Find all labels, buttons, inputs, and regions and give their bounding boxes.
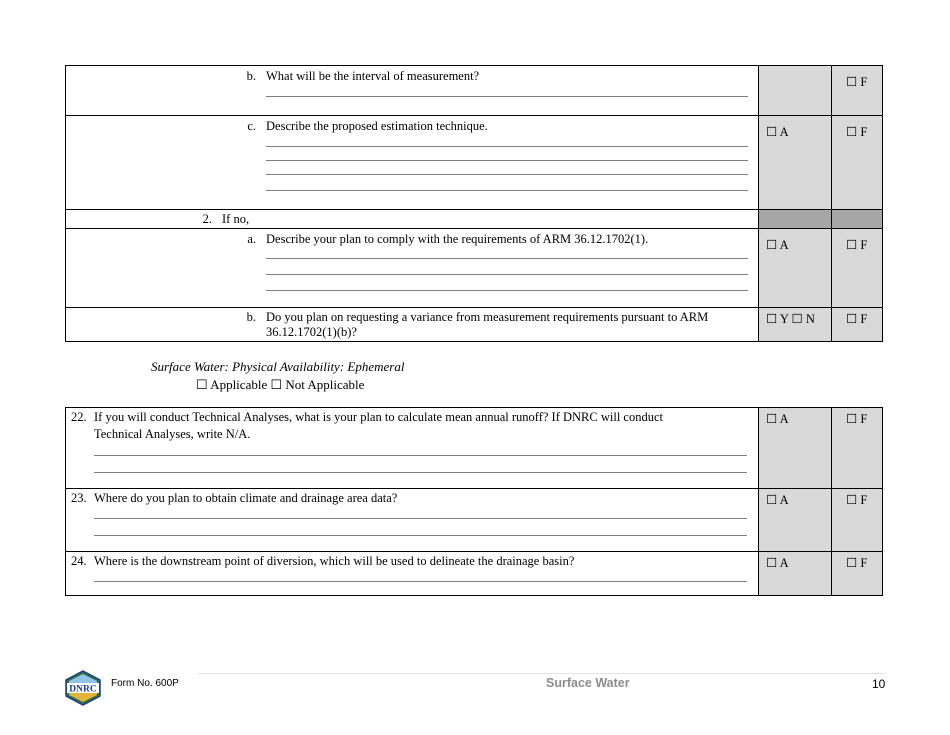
f-checkbox[interactable]: ☐ F	[846, 238, 868, 252]
q22-text-line1: If you will conduct Technical Analyses, what is your plan to calculate mean annual runoff? If DNRC will conduct	[94, 410, 663, 424]
f-checkbox[interactable]: ☐ F	[846, 312, 868, 326]
f-checkbox[interactable]: ☐ F	[846, 125, 868, 139]
if-no-heading: If no,	[222, 212, 250, 226]
f-checkbox[interactable]: ☐ F	[846, 493, 868, 507]
col-f-cell	[831, 552, 882, 595]
section-title: Surface Water: Physical Availability: Ephemeral	[151, 359, 405, 374]
applicability-checkboxes[interactable]: ☐ Applicable ☐ Not Applicable	[196, 377, 365, 392]
table-ephemeral-questions	[65, 407, 883, 596]
col-f-cell	[831, 116, 882, 209]
answer-line[interactable]	[266, 190, 748, 191]
f-checkbox[interactable]: ☐ F	[846, 412, 868, 426]
col-f-cell	[831, 229, 882, 307]
question-variance-line1: Do you plan on requesting a variance from measurement requirements pursuant to ARM	[266, 310, 709, 324]
col-a-cell	[758, 308, 831, 341]
item-label-b: b.	[246, 310, 256, 324]
row-q22	[66, 408, 882, 488]
logo-text: DNRC	[69, 684, 97, 695]
item-label-2: 2.	[202, 212, 212, 226]
answer-line[interactable]	[266, 274, 748, 275]
row-comply-plan	[66, 228, 882, 307]
yes-no-checkboxes[interactable]: ☐ Y ☐ N	[766, 312, 815, 326]
page-number: 10	[872, 677, 886, 691]
a-checkbox[interactable]: ☐ A	[766, 238, 789, 252]
answer-line[interactable]	[94, 455, 747, 456]
answer-line[interactable]	[266, 96, 748, 97]
q24-number: 24.	[71, 554, 87, 568]
q23-text: Where do you plan to obtain climate and drainage area data?	[94, 491, 398, 505]
row-estimation-technique	[66, 115, 882, 209]
item-label-c: c.	[247, 119, 256, 133]
footer-title: Surface Water	[546, 676, 630, 690]
a-checkbox[interactable]: ☐ A	[766, 556, 789, 570]
col-a-cell	[758, 210, 831, 228]
question-estimation: Describe the proposed estimation technique.	[266, 119, 488, 133]
a-checkbox[interactable]: ☐ A	[766, 125, 789, 139]
answer-line[interactable]	[94, 535, 747, 536]
question-comply: Describe your plan to comply with the requirements of ARM 36.12.1702(1).	[266, 232, 649, 246]
form-number: Form No. 600P	[111, 678, 179, 689]
f-checkbox[interactable]: ☐ F	[846, 556, 868, 570]
row-if-no	[66, 209, 882, 228]
answer-line[interactable]	[94, 472, 747, 473]
a-checkbox[interactable]: ☐ A	[766, 493, 789, 507]
q24-text: Where is the downstream point of diversion, which will be used to delineate the drainage basin?	[94, 554, 575, 568]
dnrc-logo	[64, 670, 102, 706]
table-water-measurement	[65, 65, 883, 342]
question-variance-line2: 36.12.1702(1)(b)?	[266, 325, 357, 339]
item-label-b: b.	[246, 69, 256, 83]
col-f-cell	[831, 66, 882, 115]
answer-line[interactable]	[266, 146, 748, 147]
col-a-cell	[758, 116, 831, 209]
answer-line[interactable]	[94, 581, 747, 582]
col-f-cell	[831, 489, 882, 551]
answer-line[interactable]	[266, 160, 748, 161]
item-label-a: a.	[247, 232, 256, 246]
question-interval: What will be the interval of measurement?	[266, 69, 480, 83]
col-f-cell	[831, 408, 882, 488]
q23-number: 23.	[71, 491, 87, 505]
answer-line[interactable]	[266, 290, 748, 291]
col-a-cell	[758, 229, 831, 307]
a-checkbox[interactable]: ☐ A	[766, 412, 789, 426]
col-a-cell	[758, 408, 831, 488]
col-a-cell	[758, 552, 831, 595]
row-q24	[66, 551, 882, 595]
col-f-cell	[831, 210, 882, 228]
answer-line[interactable]	[94, 518, 747, 519]
f-checkbox[interactable]: ☐ F	[846, 75, 868, 89]
row-interval-of-measurement	[66, 66, 882, 115]
row-variance-request	[66, 307, 882, 341]
col-a-cell	[758, 489, 831, 551]
row-q23	[66, 488, 882, 551]
q22-text-line2: Technical Analyses, write N/A.	[94, 427, 251, 441]
col-f-cell	[831, 308, 882, 341]
footer-divider	[197, 673, 886, 674]
answer-line[interactable]	[266, 258, 748, 259]
q22-number: 22.	[71, 410, 87, 424]
col-a-cell	[758, 66, 831, 115]
answer-line[interactable]	[266, 174, 748, 175]
